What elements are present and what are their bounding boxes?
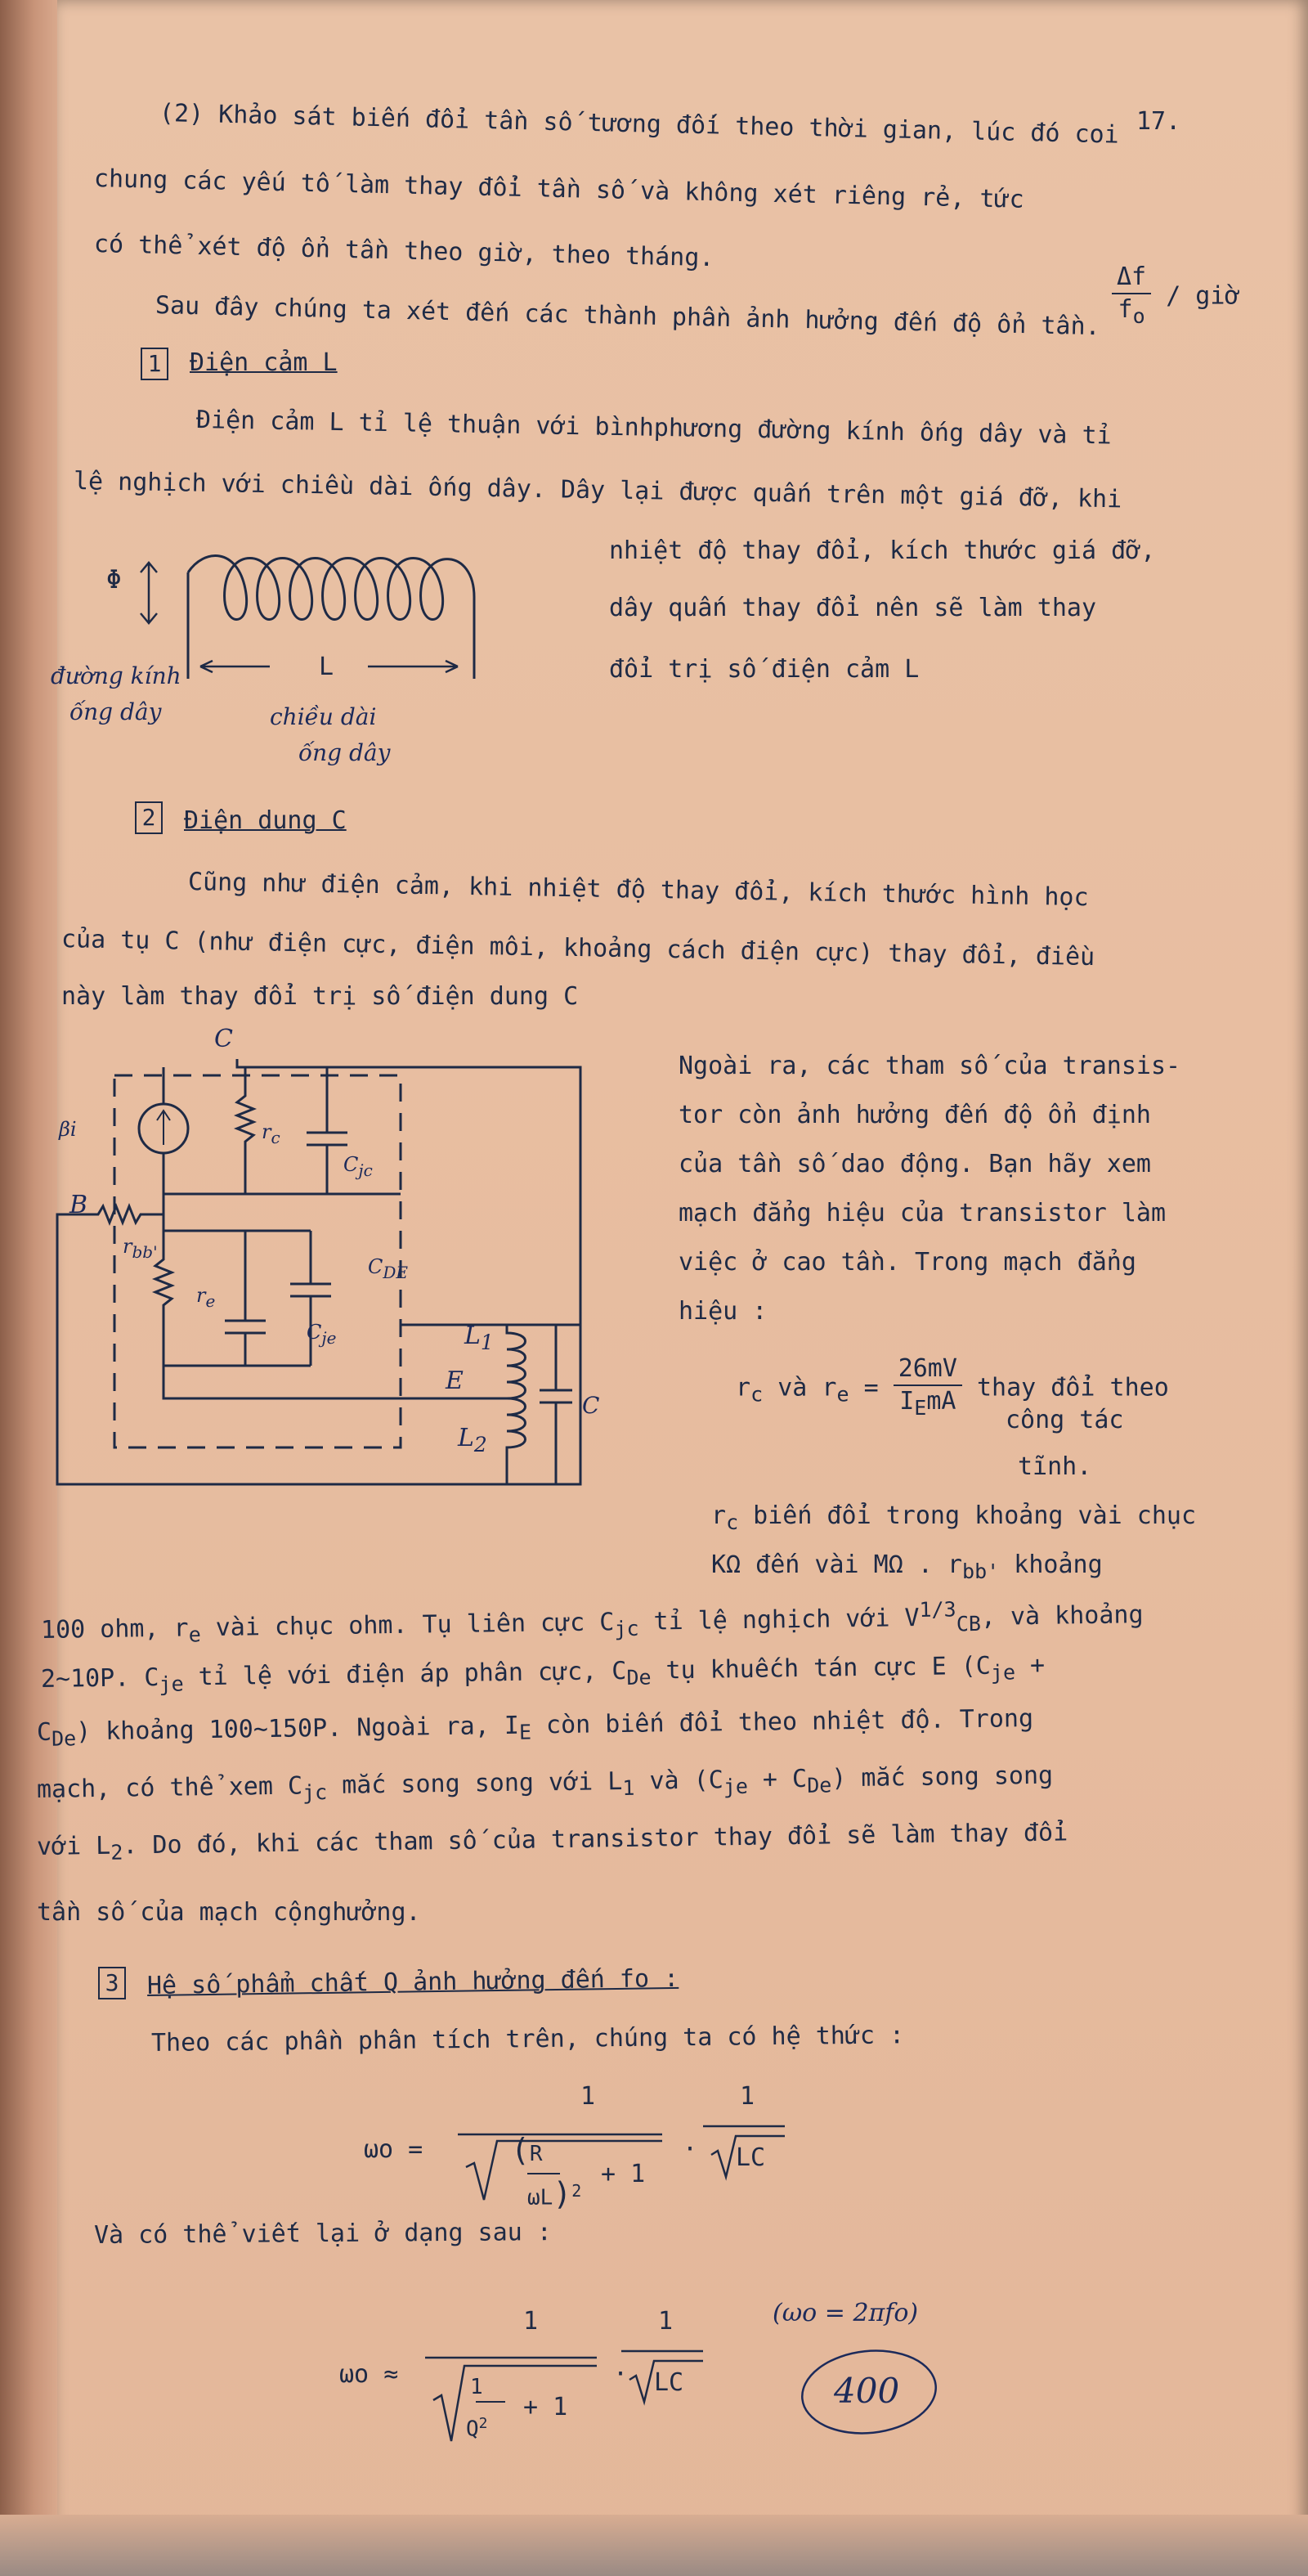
ratio-denominator: f	[1118, 295, 1133, 324]
r7-sub: c	[726, 1510, 739, 1534]
formula-2-radical	[425, 2343, 613, 2449]
coil-length-label-2: ống dây	[298, 739, 391, 766]
p8-b: . Do đó, khi các tham số của transistor thay đổi sẽ làm thay đổi	[123, 1818, 1068, 1860]
section-2-number: 2	[135, 801, 163, 834]
section-2-right-1: Ngoài ra, các tham số của transis-	[679, 1052, 1181, 1080]
circuit-L1-label	[464, 1321, 494, 1358]
section-3-para-2: Và có thể viết lại ở dạng sau :	[93, 2218, 553, 2250]
p5-c: tụ khuếch tán cực E (C	[651, 1651, 992, 1685]
p4-b: vài chục ohm. Tụ liên cực C	[200, 1608, 615, 1643]
ratio-numerator: Δf	[1112, 262, 1151, 294]
p7-c: và (C	[634, 1766, 723, 1796]
rbb-symbol: r	[123, 1235, 132, 1258]
r7-rest: biến đổi trong khoảng vài chục	[738, 1501, 1197, 1530]
section-2-right-4: mạch đẳng hiệu của transistor làm	[679, 1199, 1167, 1227]
formula-1-R: (R	[511, 2132, 543, 2168]
section-1-number: 1	[141, 348, 168, 380]
va-re-text: và r	[777, 1373, 837, 1402]
formula-1-lhs: ωo =	[364, 2135, 423, 2164]
r8-text: KΩ đến vài MΩ . r	[711, 1551, 963, 1579]
intro-ratio	[1112, 262, 1240, 332]
r7-sym: r	[711, 1501, 727, 1530]
circuit-rbb-label	[123, 1231, 158, 1268]
coil-diameter-label-1: đường kính	[51, 662, 181, 689]
circuit-re-label	[196, 1280, 215, 1317]
p6-b: ) khoảng 100~150P. Ngoài ra, I	[75, 1711, 520, 1747]
rc-subscript: c	[271, 1127, 280, 1147]
L1-subscript: 1	[480, 1331, 494, 1354]
formula-2-note: (ωo = 2πfo)	[773, 2299, 919, 2327]
equals-sign: =	[863, 1373, 879, 1402]
L2-subscript: 2	[473, 1433, 487, 1456]
L2-symbol: L	[458, 1424, 474, 1452]
coil-diameter-label-2: ống dây	[69, 698, 162, 725]
after-frac-1: thay đổi theo	[977, 1373, 1169, 1402]
circuit-cje-label	[307, 1317, 336, 1353]
formula-2-dot: ·	[613, 2360, 629, 2389]
p8-a: với L	[36, 1831, 111, 1861]
formula-2-lhs: ωo ≈	[339, 2360, 399, 2389]
formula-2-inner-den: $Q^2$	[466, 2415, 488, 2442]
formula-2-numerator-2: 1	[658, 2307, 674, 2336]
cde-symbol: C	[368, 1255, 383, 1278]
f1-R-sym: R	[529, 2142, 543, 2166]
formula-1-omegaL: ωL)$^2$	[527, 2175, 582, 2212]
intro-line-3: có thể xét độ ổn tần theo giờ, theo tháng.	[93, 230, 714, 273]
cjc-subscript: jc	[358, 1160, 373, 1180]
circuit-cjc-label	[343, 1149, 373, 1186]
coil-L-label: L	[319, 653, 334, 681]
section-3-number: 3	[98, 1967, 126, 1999]
formula-2-plus-1: + 1	[523, 2393, 568, 2421]
section-1-para-2: lệ nghịch với chiều dài ống dây. Dây lại được quấn trên một giá đỡ, khi	[73, 467, 1122, 514]
section-1-para-5: đổi trị số điện cảm L	[609, 655, 920, 684]
section-2-right-8	[711, 1550, 1103, 1587]
p4-d: , và khoảng	[980, 1600, 1144, 1631]
p4-sub: e	[188, 1622, 201, 1647]
p7-sub3: je	[723, 1774, 749, 1799]
re-subscript: e	[205, 1290, 216, 1311]
handwritten-number: 400	[834, 2371, 900, 2411]
L1-symbol: L	[464, 1322, 481, 1350]
p5-a: 2~10P. C	[40, 1663, 159, 1694]
p7-a: mạch, có thể xem C	[36, 1771, 303, 1804]
circuit-cde-label	[368, 1251, 408, 1288]
section-2-right-5: việc ở cao tần. Trong mạch đẳng	[679, 1248, 1136, 1277]
frac-numerator: 26mV	[894, 1353, 962, 1386]
ratio-denominator-sub: o	[1132, 304, 1145, 328]
p7-sub4: De	[807, 1773, 832, 1797]
p4-c: tỉ lệ nghịch với V	[638, 1603, 920, 1636]
rc-symbol: r	[262, 1120, 271, 1143]
circuit-node-E: E	[446, 1367, 464, 1395]
page-number: 17.	[1136, 107, 1181, 136]
p5-sub: je	[159, 1672, 184, 1696]
p6-sub: De	[51, 1726, 77, 1751]
p7-sub2: 1	[622, 1775, 635, 1800]
frac-den-I: I	[899, 1387, 915, 1416]
p7-e: ) mắc song song	[831, 1761, 1054, 1793]
transistor-equivalent-circuit	[49, 1039, 605, 1529]
cde-subscript: DE	[383, 1262, 409, 1282]
formula-1-numerator-2: 1	[740, 2082, 755, 2111]
cje-subscript: je	[321, 1327, 337, 1348]
p4-a: 100 ohm, r	[40, 1613, 189, 1645]
section-2-para-3: này làm thay đổi trị số điện dung C	[61, 982, 579, 1011]
circuit-capacitor-label: C	[582, 1392, 600, 1419]
rc-sym: r	[736, 1373, 751, 1402]
p4-sub2: jc	[614, 1616, 639, 1641]
section-2-right-7	[711, 1501, 1196, 1538]
p7-sub: jc	[302, 1780, 328, 1805]
formula-1-numerator: 1	[580, 2082, 596, 2111]
formula-2-numerator: 1	[523, 2307, 539, 2336]
p4-sup: 1/3	[919, 1597, 956, 1622]
coil-length-label-1: chiều dài	[270, 703, 377, 730]
intro-line-4: Sau đây chúng ta xét đến các thành phần ảnh hưởng đến độ ổn tần.	[155, 291, 1101, 342]
coil-phi-label: Φ	[106, 565, 122, 595]
section-1-para-3: nhiệt độ thay đổi, kích thước giá đỡ,	[609, 536, 1156, 565]
circuit-current-source-label: βi	[59, 1118, 77, 1141]
section-2-title: Điện dung C	[184, 806, 347, 835]
section-2-para-9: tần số của mạch cộnghưởng.	[37, 1898, 421, 1927]
p7-b: mắc song song với L	[326, 1766, 623, 1801]
r8-rest: khoảng	[999, 1551, 1103, 1579]
after-frac-3: tĩnh.	[1018, 1452, 1092, 1481]
p7-d: + C	[747, 1764, 808, 1794]
circuit-rc-label	[262, 1116, 280, 1153]
section-2-right-2: tor còn ảnh hưởng đến độ ổn định	[679, 1101, 1151, 1129]
cje-symbol: C	[307, 1321, 322, 1344]
p4-sub3: CB	[956, 1611, 982, 1636]
section-2-right-3: của tần số dao động. Bạn hãy xem	[679, 1150, 1151, 1178]
p5-b: tỉ lệ với điện áp phân cực, C	[183, 1656, 627, 1692]
section-3-para-1: Theo các phần phân tích trên, chúng ta có hệ thức :	[150, 2021, 905, 2058]
p6-sub2: E	[518, 1720, 532, 1744]
section-2-para-1: Cũng như điện cảm, khi nhiệt độ thay đổi, kích thước hình học	[187, 868, 1089, 913]
p5-sub3: je	[990, 1660, 1016, 1685]
re-sub: e	[836, 1382, 849, 1407]
frac-den-unit: mA	[926, 1387, 956, 1416]
ratio-unit: / giờ	[1166, 281, 1240, 311]
p8-sub: 2	[110, 1840, 123, 1865]
page-bottom-edge	[0, 2515, 1308, 2576]
intro-line-2: chung các yếu tố làm thay đổi tần số và không xét riêng rẻ, tức	[93, 164, 1025, 214]
formula-1-dot: ·	[683, 2135, 698, 2164]
p6-c: còn biến đổi theo nhiệt độ. Trong	[531, 1703, 1034, 1740]
p5-sub2: De	[626, 1665, 652, 1690]
section-2-right-6: hiệu :	[679, 1297, 768, 1326]
r8-sub: bb'	[962, 1560, 1000, 1583]
section-3-title: Hệ số phẩm chất Q ảnh hưởng đến fo :	[146, 1963, 679, 2000]
section-1-title: Điện cảm L	[190, 348, 338, 377]
rbb-subscript: bb'	[132, 1241, 158, 1262]
section-2-para-2: của tụ C (như điện cực, điện môi, khoảng cách điện cực) thay đổi, điều	[60, 925, 1095, 972]
formula-1-plus-1: + 1	[601, 2160, 646, 2188]
p5-d: +	[1015, 1650, 1046, 1681]
circuit-L2-label	[458, 1423, 487, 1461]
cjc-symbol: C	[343, 1153, 359, 1176]
intro-line-1: (2) Khảo sát biến đổi tần số tương đối theo thời gian, lúc đó coi	[159, 99, 1120, 150]
formula-1-LC: LC	[736, 2143, 766, 2172]
re-symbol: r	[196, 1284, 206, 1307]
p6-a: C	[36, 1717, 52, 1747]
formula-2-LC: LC	[654, 2368, 684, 2397]
after-frac-2: công tác	[1006, 1406, 1124, 1434]
section-1-para-4: dây quấn thay đổi nên sẽ làm thay	[609, 594, 1097, 622]
f2-Q-sym: Q	[466, 2417, 479, 2442]
rc-sub: c	[750, 1382, 764, 1407]
section-1-para-1: Điện cảm L tỉ lệ thuận với bìnhphương đường kính ống dây và tỉ	[195, 406, 1112, 451]
circuit-node-B: B	[69, 1191, 88, 1219]
formula-2-inner-num: 1	[470, 2375, 483, 2399]
f1-omegaL-sym: ωL	[527, 2185, 553, 2210]
circuit-node-C: C	[214, 1025, 233, 1053]
frac-den-sub: E	[914, 1396, 927, 1420]
